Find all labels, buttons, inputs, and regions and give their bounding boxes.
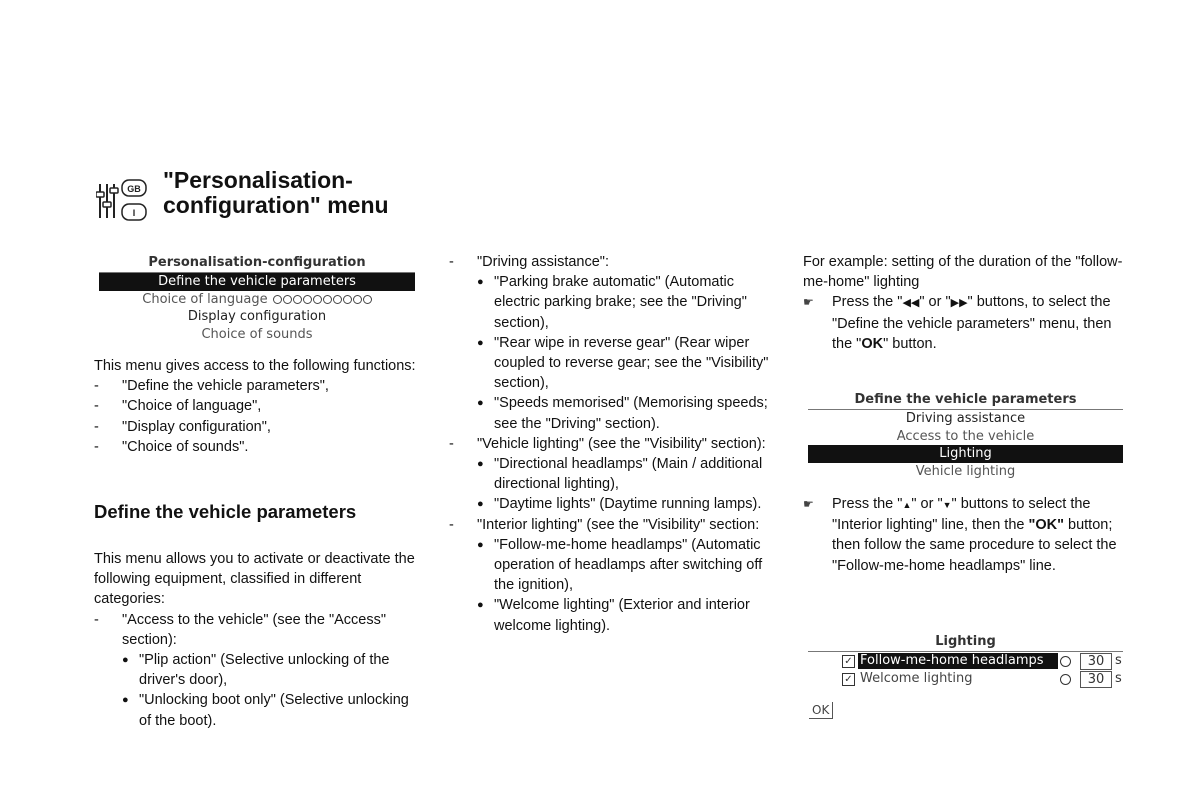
list-item xyxy=(449,434,775,515)
list-item: - "Display configuration", xyxy=(94,417,416,437)
setting-row-welcome-lighting xyxy=(808,670,1123,688)
clock-icon xyxy=(1060,674,1071,685)
ok-text: OK xyxy=(861,335,884,352)
instruction-step-2 xyxy=(803,494,1125,576)
list-item: ● "Speeds memorised" (Memorising speeds; see the "Driving" section). xyxy=(477,393,775,433)
list-item: ● "Directional headlamps" (Main / additional directional lighting), xyxy=(477,454,775,494)
section-heading: Define the vehicle parameters xyxy=(94,501,357,522)
list-item: ● "Unlocking boot only" (Selective unlocking of the boot). xyxy=(122,690,416,730)
list-item: ● "Plip action" (Selective unlocking of the driver's door), xyxy=(122,650,416,690)
list-item xyxy=(94,610,416,731)
pointing-hand-icon: ☛ xyxy=(803,497,814,511)
text: " buttons to select the "Interior lighting" line, then the xyxy=(832,496,1091,534)
ok-row xyxy=(808,702,1123,724)
checkbox-checked-icon: ✓ xyxy=(842,655,855,668)
text: Press the " xyxy=(832,496,903,512)
language-flags-icon xyxy=(272,292,372,307)
screen-title: Lighting xyxy=(935,634,996,649)
screen-define-parameters xyxy=(808,392,1123,480)
triangle-up-icon: ▲ xyxy=(902,500,912,510)
unit-label: s xyxy=(1115,653,1122,668)
duration-value: 30 xyxy=(1080,653,1112,670)
list-item: ● "Welcome lighting" (Exterior and interior welcome lighting). xyxy=(477,595,775,635)
list-item xyxy=(449,515,775,636)
list-item-text: "Vehicle lighting" (see the "Visibility" section): xyxy=(477,435,766,452)
list-item: ● "Follow-me-home headlamps" (Automatic operation of headlamps after switching off the ignition), xyxy=(477,535,775,596)
screen-title: Define the vehicle parameters xyxy=(854,392,1077,407)
sub-list xyxy=(477,454,775,515)
column-1 xyxy=(94,356,416,457)
list-item-text: "Access to the vehicle" (see the "Access" section): xyxy=(122,611,386,648)
clock-icon xyxy=(1060,656,1071,667)
text: " buttons, to select the "Define the vehicle parameters" menu, then the " xyxy=(832,294,1112,352)
menu-row-choice-language xyxy=(99,291,415,309)
unit-label: s xyxy=(1115,671,1122,686)
setting-label: Follow-me-home headlamps xyxy=(858,653,1058,669)
list-item-text: "Driving assistance": xyxy=(477,254,609,270)
ok-button: OK xyxy=(809,702,833,719)
column-3-step-2 xyxy=(803,494,1125,576)
triangle-down-icon: ▼ xyxy=(942,500,952,510)
text: " or " xyxy=(911,496,943,512)
list-item: - "Choice of sounds". xyxy=(94,437,416,457)
column-3 xyxy=(803,252,1125,354)
text: button; then follow the same procedure to select the "Follow-me-home headlamps" line. xyxy=(832,517,1117,574)
list-item-text: "Interior lighting" (see the "Visibility" section: xyxy=(477,516,760,533)
list-item: - "Define the vehicle parameters", xyxy=(94,376,416,396)
column-2 xyxy=(449,252,775,636)
menu-row-display-configuration: Display configuration xyxy=(187,309,327,324)
duration-value: 30 xyxy=(1080,671,1112,688)
sub-list xyxy=(477,272,775,434)
sub-list xyxy=(122,650,416,731)
intro-text: This menu gives access to the following functions: xyxy=(94,358,416,374)
badge-i: I xyxy=(132,208,136,218)
double-chevron-left-icon: ◀◀ xyxy=(902,297,920,310)
example-text: For example: setting of the duration of the "follow-me-home" lighting xyxy=(803,254,1123,291)
menu-row-define-parameters: Define the vehicle parameters xyxy=(99,273,415,291)
screen-lighting xyxy=(808,634,1123,724)
category-list xyxy=(449,252,775,636)
list-item xyxy=(449,252,775,434)
sub-list xyxy=(477,535,775,636)
category-list xyxy=(94,610,416,731)
title-line-1: "Personalisation- xyxy=(163,167,353,193)
list-item: ● "Daytime lights" (Daytime running lamps). xyxy=(477,494,775,514)
title-line-2: configuration" menu xyxy=(163,192,389,218)
functions-list xyxy=(94,376,416,457)
checkbox-checked-icon: ✓ xyxy=(842,673,855,686)
list-item: ● "Parking brake automatic" (Automatic electric parking brake; see the "Driving" section), xyxy=(477,272,775,333)
page-title xyxy=(163,168,389,218)
menu-row-access-vehicle: Access to the vehicle xyxy=(896,428,1035,444)
menu-row-driving-assistance: Driving assistance xyxy=(905,411,1026,426)
menu-row-lighting: Lighting xyxy=(808,445,1123,463)
text: Press the " xyxy=(832,294,903,311)
pointing-hand-icon: ☛ xyxy=(803,295,814,310)
setting-row-follow-me-home xyxy=(808,652,1123,670)
section-paragraph: This menu allows you to activate or deactivate the following equipment, classified in different categories: xyxy=(94,551,415,608)
setting-label: Welcome lighting xyxy=(860,671,973,686)
settings-sliders-icon xyxy=(96,178,152,224)
text: " button. xyxy=(883,335,937,352)
instruction-step-1 xyxy=(803,292,1125,354)
column-1-body xyxy=(94,549,416,731)
menu-row-label: Choice of language xyxy=(142,291,268,307)
menu-row-vehicle-lighting: Vehicle lighting xyxy=(915,463,1016,479)
ok-text: "OK" xyxy=(1028,517,1064,534)
menu-row-choice-sounds: Choice of sounds xyxy=(201,326,313,342)
double-chevron-right-icon: ▶▶ xyxy=(950,297,968,310)
text: " or " xyxy=(919,294,951,311)
screen-personalisation-menu xyxy=(99,255,415,343)
list-item: - "Choice of language", xyxy=(94,396,416,416)
screen-title: Personalisation-configuration xyxy=(148,255,366,270)
badge-gb: GB xyxy=(127,184,141,194)
list-item: ● "Rear wipe in reverse gear" (Rear wiper coupled to reverse gear; see the "Visibility" section), xyxy=(477,333,775,394)
